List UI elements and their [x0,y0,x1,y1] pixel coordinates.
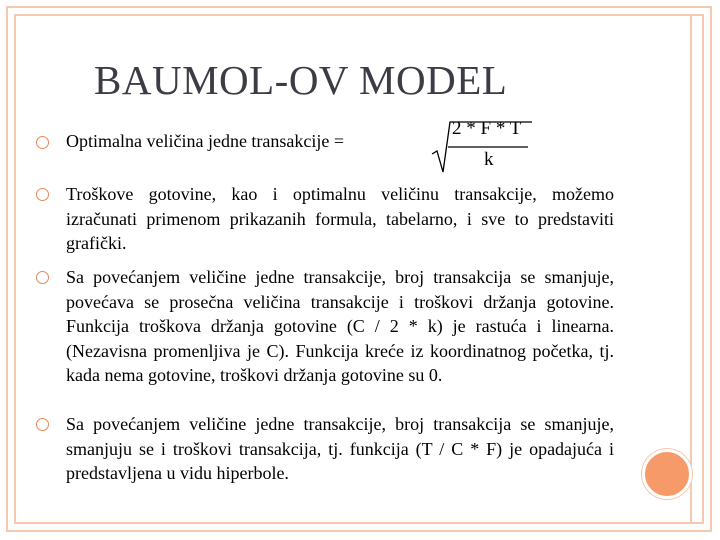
formula-square-root [428,118,538,178]
bullet-text-holding-costs: Sa povećanjem veličine jedne transakcije, broj transakcija se smanjuje, povećava se prosečna veličina transakcije i troškovi držanja gotovine. Funkcija troškova držanja gotovine (C / 2 * k) je rastuća i linearna. (Nezavisna promenljiva je C). Funkcija kreće iz koordinatnog početka, tj. kada nema gotovine, troškovi držanja gotovine su 0. [66,267,614,385]
formula-denominator: k [484,149,494,170]
hollow-circle-bullet-icon [36,271,49,284]
slide-title: BAUMOL-OV MODEL [94,57,508,103]
decorative-circle-icon [642,449,692,499]
hollow-circle-bullet-icon [36,418,49,431]
bullet-text-transaction-costs: Sa povećanjem veličine jedne transakcije, broj transakcija se smanjuje, smanjuju se i troškovi transakcija, tj. funkcija (T / C * F) je opadajuća i predstavljena u vidu hiperbole. [66,414,614,483]
bullet-text-optimal-transaction: Optimalna veličina jedne transakcije = [66,131,345,151]
formula-numerator: 2 * F * T [452,118,522,139]
hollow-circle-bullet-icon [36,136,49,149]
right-border-rule [690,14,692,524]
hollow-circle-bullet-icon [36,188,49,201]
bullet-text-cash-costs: Troškove gotovine, kao i optimalnu veličinu transakcije, možemo izračunati primenom prikazanih formula, tabelarno, i sve to predstaviti grafički. [66,184,614,253]
